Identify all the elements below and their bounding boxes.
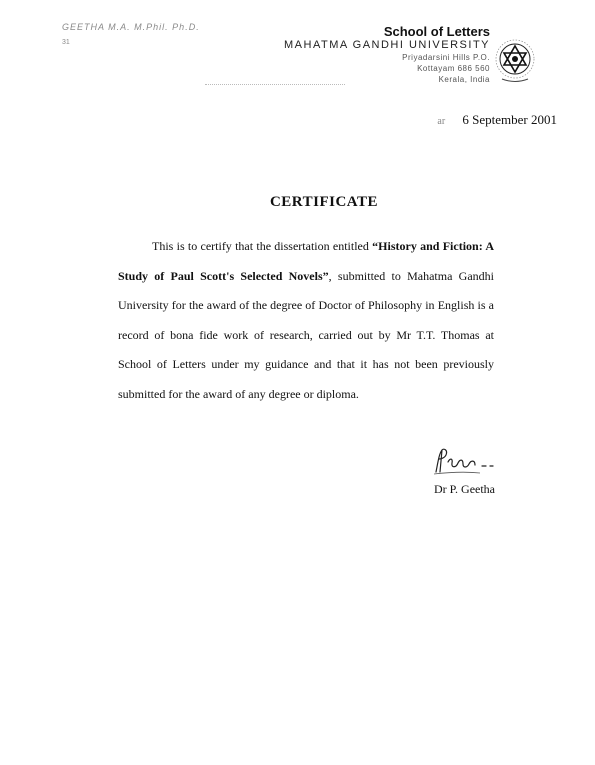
reference-mark: 31: [62, 39, 70, 46]
letterhead: [284, 24, 490, 85]
sender-credentials: GEETHA M.A. M.Phil. Ph.D.: [62, 22, 200, 32]
address-line-3: Kerala, India: [438, 75, 490, 84]
school-name: School of Letters: [383, 24, 490, 39]
certificate-body: [118, 232, 494, 409]
header-divider: [205, 84, 345, 86]
signature-image: [430, 444, 512, 478]
date-line: [437, 112, 557, 128]
date-prefix: ar: [437, 116, 446, 127]
signatory-name: Dr P. Geetha: [434, 482, 495, 496]
thesis-title: “History and Fiction: A Study of Paul Scott's Selected Novels”: [118, 239, 494, 283]
body-part-1: This is to certify that the dissertation entitled: [152, 239, 373, 253]
address-line-2: Kottayam 686 560: [417, 64, 490, 73]
university-name: MAHATMA GANDHI UNIVERSITY: [284, 39, 490, 51]
address-line-1: Priyadarsini Hills P.O.: [402, 53, 490, 62]
certificate-date: 6 September 2001: [462, 112, 557, 127]
university-emblem-icon: [492, 38, 538, 84]
certificate-title: CERTIFICATE: [269, 194, 379, 210]
body-part-2: , submitted to Mahatma Gandhi University for the award of the degree of Doctor of Philosophy in English is a record of bona fide work of research, carried out by Mr T.T. Thomas at School of Letters under my guidance and that it has not been previously submitted for the award of any degree or diploma.: [118, 268, 494, 401]
